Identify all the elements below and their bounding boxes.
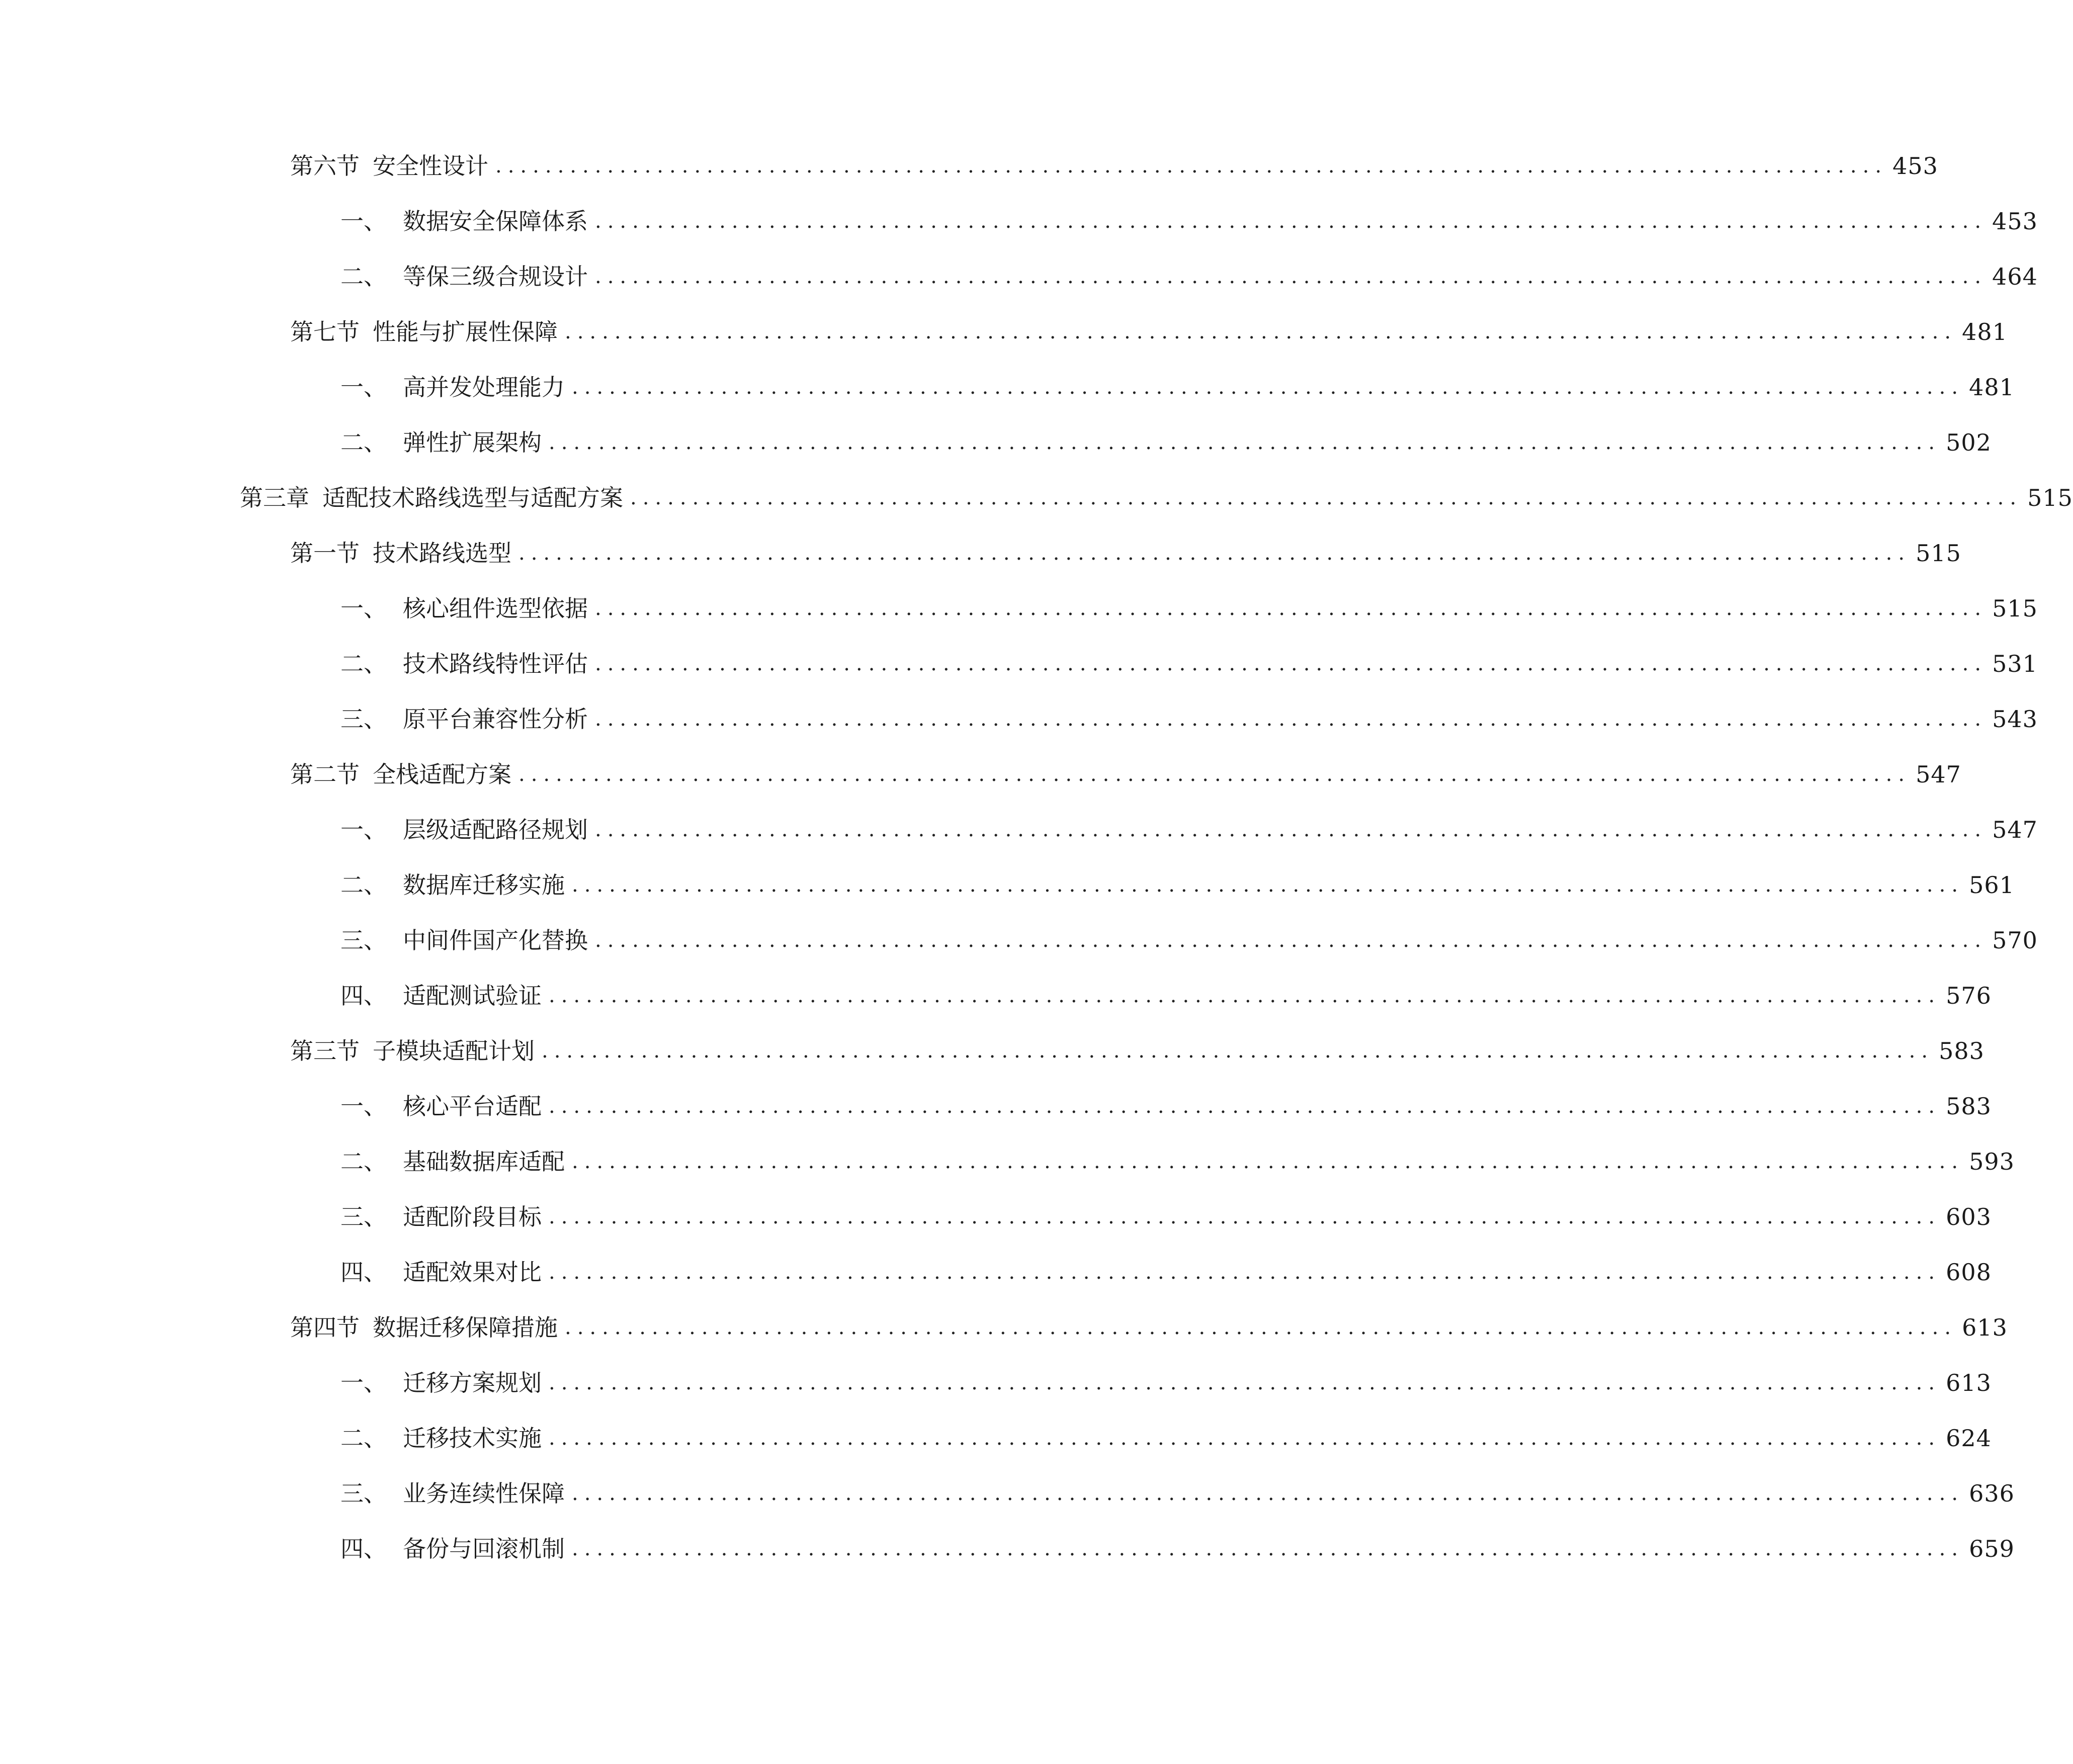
toc-entry-title: 适配测试验证 — [403, 982, 542, 1009]
toc-entry-page: 659 — [1969, 1535, 2015, 1562]
toc-dot-leader: ................................................................................................................ — [519, 542, 1911, 565]
toc-dot-leader: ................................................................................................................ — [549, 1261, 1941, 1284]
toc-entry-subsection[interactable] — [340, 201, 2038, 241]
toc-entry-number: 二、 — [340, 429, 387, 456]
toc-entry-page: 453 — [1892, 152, 1938, 180]
toc-entry-number: 一、 — [340, 1369, 387, 1396]
toc-entry-page: 636 — [1969, 1480, 2015, 1507]
toc-dot-leader: ................................................................................................................ — [549, 1427, 1941, 1450]
toc-entry-chapter[interactable] — [240, 478, 2073, 518]
toc-entry-subsection[interactable] — [340, 1197, 1992, 1237]
toc-entry-subsection[interactable] — [340, 1252, 1992, 1292]
toc-entry-page: 531 — [1992, 650, 2038, 677]
toc-dot-leader: ................................................................................................................ — [495, 154, 1888, 178]
toc-entry-page: 613 — [1962, 1314, 2008, 1341]
toc-dot-leader: ................................................................................................................ — [572, 376, 1964, 399]
toc-entry-number: 二、 — [340, 650, 387, 677]
toc-entry-number: 一、 — [340, 374, 387, 401]
toc-entry-page: 576 — [1946, 982, 1992, 1009]
toc-entry-page: 453 — [1992, 208, 2038, 235]
toc-entry-page: 515 — [1992, 595, 2038, 622]
toc-entry-subsection[interactable] — [340, 644, 2038, 684]
toc-entry-title: 原平台兼容性分析 — [403, 705, 588, 733]
toc-entry-section[interactable] — [290, 146, 1938, 186]
toc-entry-number: 三、 — [340, 1203, 387, 1230]
toc-entry-number: 二、 — [340, 263, 387, 290]
toc-entry-title: 等保三级合规设计 — [403, 263, 588, 290]
toc-entry-page: 570 — [1992, 927, 2038, 954]
toc-entry-subsection[interactable] — [340, 810, 2038, 850]
toc-entry-section[interactable] — [290, 312, 2008, 352]
toc-entry-number: 二、 — [340, 1148, 387, 1175]
toc-entry-number: 第三节 — [290, 1037, 360, 1065]
toc-dot-leader: ................................................................................................................ — [595, 597, 1988, 620]
toc-entry-subsection[interactable] — [340, 1086, 1992, 1126]
toc-entry-number: 一、 — [340, 816, 387, 843]
toc-entry-title: 高并发处理能力 — [403, 374, 565, 401]
toc-entry-number: 四、 — [340, 1535, 387, 1562]
toc-entry-title: 中间件国产化替换 — [403, 927, 588, 954]
toc-entry-section[interactable] — [290, 533, 1961, 573]
toc-entry-page: 464 — [1992, 263, 2038, 290]
toc-dot-leader: ................................................................................................................ — [542, 1039, 1934, 1063]
toc-entry-title: 适配阶段目标 — [403, 1203, 542, 1230]
toc-entry-subsection[interactable] — [340, 699, 2038, 739]
toc-entry-number: 四、 — [340, 982, 387, 1009]
toc-entry-page: 481 — [1962, 318, 2008, 345]
toc-entry-number: 二、 — [340, 871, 387, 899]
toc-entry-number: 三、 — [340, 1480, 387, 1507]
toc-entry-title: 技术路线特性评估 — [403, 650, 588, 677]
toc-entry-title: 技术路线选型 — [373, 540, 511, 567]
toc-entry-subsection[interactable] — [340, 1418, 1992, 1458]
toc-entry-title: 数据安全保障体系 — [403, 208, 588, 235]
toc-entry-page: 613 — [1946, 1369, 1992, 1396]
toc-entry-page: 561 — [1969, 871, 2015, 899]
toc-entry-number: 一、 — [340, 208, 387, 235]
toc-dot-leader: ................................................................................................................ — [595, 265, 1988, 288]
toc-entry-title: 层级适配路径规划 — [403, 816, 588, 843]
toc-dot-leader: ................................................................................................................ — [549, 431, 1941, 454]
toc-entry-title: 备份与回滚机制 — [403, 1535, 565, 1562]
toc-entry-page: 515 — [2027, 484, 2073, 511]
toc-entry-page: 583 — [1939, 1037, 1984, 1065]
toc-entry-page: 583 — [1946, 1093, 1992, 1120]
toc-entry-title: 数据迁移保障措施 — [373, 1314, 558, 1341]
toc-entry-section[interactable] — [290, 1031, 1984, 1071]
toc-entry-title: 适配技术路线选型与适配方案 — [322, 484, 623, 511]
toc-dot-leader: ................................................................................................................ — [549, 1205, 1941, 1228]
toc-dot-leader: ................................................................................................................ — [565, 1316, 1957, 1339]
toc-entry-subsection[interactable] — [340, 367, 2015, 407]
toc-entry-title: 业务连续性保障 — [403, 1480, 565, 1507]
toc-entry-number: 一、 — [340, 595, 387, 622]
toc-dot-leader: ................................................................................................................ — [572, 1150, 1964, 1173]
toc-entry-number: 四、 — [340, 1259, 387, 1286]
toc-entry-title: 数据库迁移实施 — [403, 871, 565, 899]
toc-entry-title: 基础数据库适配 — [403, 1148, 565, 1175]
toc-dot-leader: ................................................................................................................ — [565, 320, 1957, 343]
toc-entry-page: 593 — [1969, 1148, 2015, 1175]
toc-entry-number: 第六节 — [290, 152, 360, 180]
toc-entry-page: 481 — [1969, 374, 2015, 401]
toc-entry-subsection[interactable] — [340, 865, 2015, 905]
toc-entry-subsection[interactable] — [340, 588, 2038, 629]
toc-dot-leader: ................................................................................................................ — [572, 1537, 1964, 1560]
toc-entry-number: 三、 — [340, 927, 387, 954]
toc-entry-subsection[interactable] — [340, 1529, 2015, 1569]
toc-entry-page: 624 — [1946, 1425, 1992, 1452]
toc-entry-number: 第七节 — [290, 318, 360, 345]
toc-entry-page: 603 — [1946, 1203, 1992, 1230]
toc-entry-subsection[interactable] — [340, 1141, 2015, 1182]
toc-entry-number: 第三章 — [240, 484, 309, 511]
toc-entry-subsection[interactable] — [340, 1473, 2015, 1514]
toc-entry-page: 543 — [1992, 705, 2038, 733]
toc-entry-page: 502 — [1946, 429, 1992, 456]
toc-entry-section[interactable] — [290, 754, 1961, 795]
toc-dot-leader: ................................................................................................................ — [630, 486, 2023, 509]
toc-entry-number: 第二节 — [290, 761, 360, 788]
toc-dot-leader: ................................................................................................................ — [549, 984, 1941, 1007]
toc-entry-subsection[interactable] — [340, 422, 1992, 463]
toc-dot-leader: ................................................................................................................ — [595, 652, 1988, 675]
toc-dot-leader: ................................................................................................................ — [549, 1095, 1941, 1118]
toc-dot-leader: ................................................................................................................ — [595, 708, 1988, 731]
toc-entry-subsection[interactable] — [340, 256, 2038, 297]
toc-entry-title: 全栈适配方案 — [373, 761, 511, 788]
toc-dot-leader: ................................................................................................................ — [595, 818, 1988, 841]
toc-entry-number: 第一节 — [290, 540, 360, 567]
toc-entry-title: 安全性设计 — [373, 152, 488, 180]
toc-entry-subsection[interactable] — [340, 1363, 1992, 1403]
toc-entry-subsection[interactable] — [340, 920, 2038, 960]
toc-dot-leader: ................................................................................................................ — [519, 763, 1911, 786]
toc-entry-number: 三、 — [340, 705, 387, 733]
toc-entry-page: 608 — [1946, 1259, 1992, 1286]
toc-entry-title: 弹性扩展架构 — [403, 429, 542, 456]
toc-dot-leader: ................................................................................................................ — [572, 873, 1964, 897]
toc-entry-title: 核心组件选型依据 — [403, 595, 588, 622]
toc-entry-title: 性能与扩展性保障 — [373, 318, 558, 345]
toc-dot-leader: ................................................................................................................ — [595, 210, 1988, 233]
toc-entry-section[interactable] — [290, 1307, 2008, 1348]
toc-entry-number: 二、 — [340, 1425, 387, 1452]
toc-entry-title: 适配效果对比 — [403, 1259, 542, 1286]
toc-entry-title: 子模块适配计划 — [373, 1037, 535, 1065]
toc-entry-page: 515 — [1916, 540, 1961, 567]
toc-entry-title: 核心平台适配 — [403, 1093, 542, 1120]
toc-entry-subsection[interactable] — [340, 976, 1992, 1016]
toc-entry-title: 迁移技术实施 — [403, 1425, 542, 1452]
toc-dot-leader: ................................................................................................................ — [595, 929, 1988, 952]
toc-dot-leader: ................................................................................................................ — [549, 1371, 1941, 1394]
toc-dot-leader: ................................................................................................................ — [572, 1482, 1964, 1505]
toc-entry-number: 一、 — [340, 1093, 387, 1120]
toc-entry-number: 第四节 — [290, 1314, 360, 1341]
toc-entry-title: 迁移方案规划 — [403, 1369, 542, 1396]
toc-entry-page: 547 — [1916, 761, 1961, 788]
toc-entry-page: 547 — [1992, 816, 2038, 843]
